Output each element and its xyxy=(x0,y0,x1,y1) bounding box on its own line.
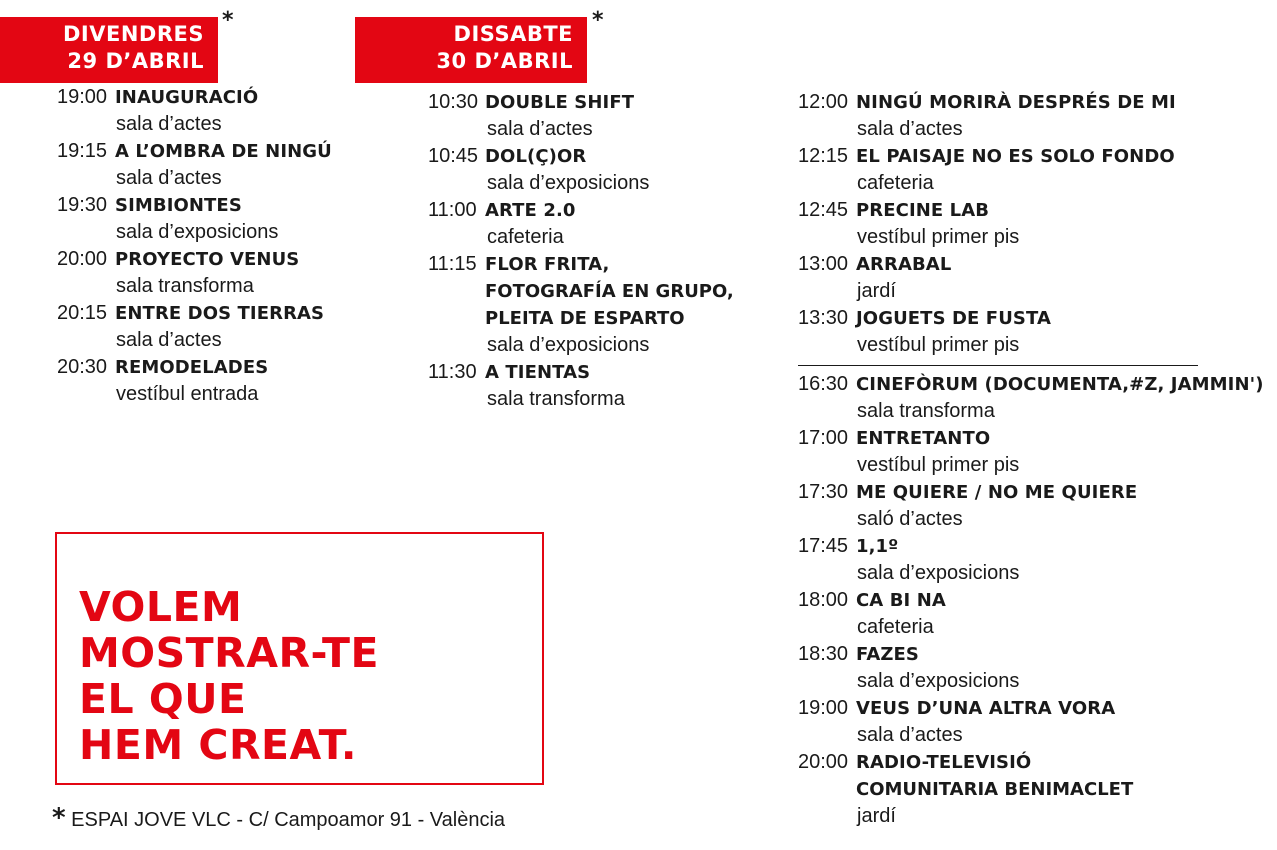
event-title: DOL(Ç)OR xyxy=(485,146,587,167)
schedule-event xyxy=(798,143,1176,197)
event-heading xyxy=(798,425,1264,452)
event-heading xyxy=(57,192,332,219)
schedule-event xyxy=(798,89,1176,143)
slogan-box xyxy=(55,532,544,785)
footnote-address: ESPAI JOVE VLC - C/ Campoamor 91 - València xyxy=(71,809,506,831)
event-title: 1,1º xyxy=(856,536,899,557)
event-heading xyxy=(57,354,332,381)
event-venue: vestíbul entrada xyxy=(116,383,259,405)
event-venue: sala transforma xyxy=(857,400,995,422)
event-venue: saló d’actes xyxy=(857,508,963,530)
friday-header-day: DIVENDRES xyxy=(63,22,204,46)
event-venue: jardí xyxy=(857,280,896,302)
schedule-event xyxy=(798,587,1264,641)
event-time: 10:45 xyxy=(428,145,479,167)
schedule-event xyxy=(428,197,734,251)
event-venue: vestíbul primer pis xyxy=(857,334,1020,356)
event-title: PROYECTO VENUS xyxy=(115,249,300,270)
event-venue: sala d’actes xyxy=(116,113,222,135)
event-heading xyxy=(798,89,1176,116)
event-title: REMODELADES xyxy=(115,357,269,378)
event-title: ENTRETANTO xyxy=(856,428,991,449)
event-time: 13:00 xyxy=(798,253,849,275)
event-title: JOGUETS DE FUSTA xyxy=(856,308,1051,329)
event-title: RADIO-TELEVISIÓ xyxy=(856,752,1032,773)
schedule-event xyxy=(428,143,734,197)
event-heading xyxy=(57,138,332,165)
event-title: DOUBLE SHIFT xyxy=(485,92,635,113)
event-heading xyxy=(798,587,1264,614)
event-time: 17:00 xyxy=(798,427,849,449)
event-time: 17:30 xyxy=(798,481,849,503)
event-title: NINGÚ MORIRÀ DESPRÉS DE MI xyxy=(856,92,1176,113)
slogan-line-4: HEM CREAT. xyxy=(79,721,357,769)
event-heading xyxy=(798,251,1176,278)
schedule-event xyxy=(428,251,734,359)
event-heading xyxy=(428,359,734,386)
event-time: 19:00 xyxy=(57,86,108,108)
schedule-event xyxy=(798,197,1176,251)
event-venue: cafeteria xyxy=(487,226,564,248)
event-time: 12:15 xyxy=(798,145,849,167)
event-time: 10:30 xyxy=(428,91,479,113)
event-title: VEUS D’UNA ALTRA VORA xyxy=(856,698,1116,719)
event-heading xyxy=(57,300,332,327)
schedule-event xyxy=(798,533,1264,587)
event-venue: cafeteria xyxy=(857,616,934,638)
schedule-event xyxy=(57,300,332,354)
event-venue: sala d’actes xyxy=(116,329,222,351)
saturday-header xyxy=(355,17,587,83)
event-title-continued: FOTOGRAFÍA EN GRUPO, xyxy=(485,281,734,302)
event-heading xyxy=(798,371,1264,398)
event-venue: sala d’exposicions xyxy=(487,334,650,356)
schedule-event xyxy=(798,305,1176,359)
saturday-asterisk: * xyxy=(592,8,604,33)
event-venue: vestíbul primer pis xyxy=(857,454,1020,476)
schedule-event xyxy=(57,138,332,192)
event-title: CINEFÒRUM (DOCUMENTA,#Z, JAMMIN') xyxy=(856,374,1264,395)
schedule-event xyxy=(798,749,1264,830)
event-time: 19:15 xyxy=(57,140,108,162)
event-heading xyxy=(798,533,1264,560)
friday-header xyxy=(0,17,218,83)
event-heading xyxy=(798,749,1264,776)
event-time: 16:30 xyxy=(798,373,849,395)
slogan-line-3: EL QUE xyxy=(79,675,247,723)
event-heading xyxy=(798,479,1264,506)
friday-header-date: 29 D’ABRIL xyxy=(67,49,204,73)
schedule-event xyxy=(798,251,1176,305)
schedule-event xyxy=(798,641,1264,695)
event-time: 18:30 xyxy=(798,643,849,665)
event-venue: sala d’actes xyxy=(116,167,222,189)
event-time: 11:15 xyxy=(428,253,477,275)
schedule-event xyxy=(57,84,332,138)
event-title-continued: PLEITA DE ESPARTO xyxy=(485,308,685,329)
event-heading xyxy=(428,197,734,224)
event-venue: sala d’actes xyxy=(857,118,963,140)
event-title: INAUGURACIÓ xyxy=(115,87,259,108)
event-heading xyxy=(798,641,1264,668)
event-title: ARTE 2.0 xyxy=(485,200,576,221)
friday-schedule xyxy=(57,84,332,408)
event-venue: sala d’exposicions xyxy=(857,562,1020,584)
schedule-event xyxy=(798,425,1264,479)
schedule-event xyxy=(428,89,734,143)
event-title: EL PAISAJE NO ES SOLO FONDO xyxy=(856,146,1175,167)
event-venue: sala d’exposicions xyxy=(487,172,650,194)
event-title: FLOR FRITA, xyxy=(485,254,610,275)
event-venue: sala transforma xyxy=(116,275,254,297)
saturday-schedule-morning-early xyxy=(428,89,734,413)
event-time: 19:00 xyxy=(798,697,849,719)
slogan-line-1: VOLEM xyxy=(79,583,243,631)
event-time: 20:15 xyxy=(57,302,108,324)
event-title: CA BI NA xyxy=(856,590,946,611)
event-time: 20:30 xyxy=(57,356,108,378)
event-time: 18:00 xyxy=(798,589,849,611)
event-time: 11:00 xyxy=(428,199,477,221)
saturday-schedule-afternoon xyxy=(798,371,1264,830)
event-time: 12:00 xyxy=(798,91,849,113)
event-venue: sala d’exposicions xyxy=(857,670,1020,692)
schedule-event xyxy=(798,695,1264,749)
event-time: 13:30 xyxy=(798,307,849,329)
schedule-divider xyxy=(798,365,1198,366)
event-heading xyxy=(798,695,1264,722)
schedule-event xyxy=(57,246,332,300)
saturday-schedule-midday xyxy=(798,89,1176,359)
event-venue: cafeteria xyxy=(857,172,934,194)
event-title: PRECINE LAB xyxy=(856,200,990,221)
event-title-continued: COMUNITARIA BENIMACLET xyxy=(856,779,1134,800)
saturday-header-day: DISSABTE xyxy=(453,22,573,46)
event-venue: sala transforma xyxy=(487,388,625,410)
event-heading xyxy=(428,143,734,170)
event-title: FAZES xyxy=(856,644,919,665)
event-venue: jardí xyxy=(857,805,896,827)
event-venue: vestíbul primer pis xyxy=(857,226,1020,248)
schedule-event xyxy=(428,359,734,413)
event-title: A TIENTAS xyxy=(485,362,591,383)
event-heading xyxy=(798,143,1176,170)
event-title: ARRABAL xyxy=(856,254,952,275)
event-venue: sala d’actes xyxy=(857,724,963,746)
footnote-asterisk: * xyxy=(52,803,66,833)
event-time: 11:30 xyxy=(428,361,477,383)
event-venue: sala d’exposicions xyxy=(116,221,279,243)
event-time: 12:45 xyxy=(798,199,849,221)
event-heading xyxy=(428,89,734,116)
slogan-line-2: MOSTRAR-TE xyxy=(79,629,379,677)
event-time: 17:45 xyxy=(798,535,849,557)
event-time: 20:00 xyxy=(798,751,849,773)
event-heading xyxy=(798,305,1176,332)
event-heading xyxy=(57,246,332,273)
event-title: A L’OMBRA DE NINGÚ xyxy=(115,141,332,162)
event-title: ME QUIERE / NO ME QUIERE xyxy=(856,482,1138,503)
event-time: 20:00 xyxy=(57,248,108,270)
schedule-event xyxy=(798,371,1264,425)
event-heading xyxy=(57,84,332,111)
event-time: 19:30 xyxy=(57,194,108,216)
venue-footnote xyxy=(52,803,505,833)
friday-asterisk: * xyxy=(222,8,234,33)
schedule-event xyxy=(57,354,332,408)
event-venue: sala d’actes xyxy=(487,118,593,140)
event-title: SIMBIONTES xyxy=(115,195,242,216)
event-title: ENTRE DOS TIERRAS xyxy=(115,303,325,324)
event-heading xyxy=(428,251,734,278)
saturday-header-date: 30 D’ABRIL xyxy=(436,49,573,73)
schedule-event xyxy=(57,192,332,246)
schedule-event xyxy=(798,479,1264,533)
event-heading xyxy=(798,197,1176,224)
